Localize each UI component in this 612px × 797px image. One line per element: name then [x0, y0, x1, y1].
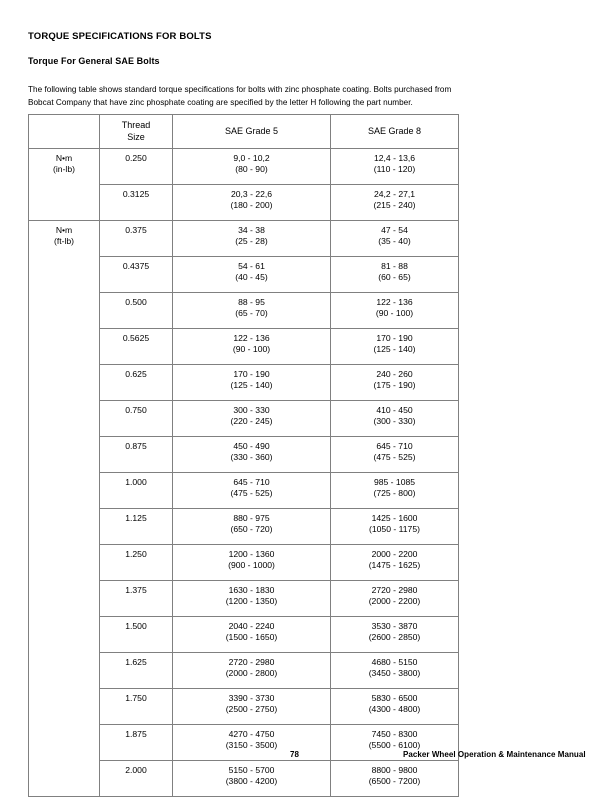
grade-8-primary-value: 985 - 1085 — [373, 477, 416, 487]
grade-8-torque-cell — [331, 545, 459, 581]
grade-5-torque-cell — [173, 257, 331, 293]
thread-size-cell: 0.625 — [100, 365, 173, 401]
grade-8-torque-cell — [331, 761, 459, 797]
grade-5-primary-value: 645 - 710 — [233, 477, 270, 487]
grade-8-secondary-value: (3450 - 3800) — [368, 668, 421, 679]
page-footer — [28, 750, 588, 764]
grade-5-primary-value: 9,0 - 10,2 — [233, 153, 270, 163]
grade-5-secondary-value: (80 - 90) — [235, 164, 268, 175]
grade-8-secondary-value: (175 - 190) — [373, 380, 416, 391]
grade-8-secondary-value: (60 - 65) — [378, 272, 411, 283]
grade-8-primary-value: 170 - 190 — [376, 333, 413, 343]
grade-8-primary-value: 122 - 136 — [376, 297, 413, 307]
grade-5-secondary-value: (220 - 245) — [230, 416, 273, 427]
grade-5-torque-cell — [173, 293, 331, 329]
grade-5-primary-value: 3390 - 3730 — [228, 693, 275, 703]
section-title: Torque For General SAE Bolts — [28, 56, 160, 66]
grade-8-torque-cell — [331, 509, 459, 545]
grade-8-secondary-value: (475 - 525) — [373, 452, 416, 463]
grade-8-torque-cell — [331, 437, 459, 473]
thread-size-cell: 1.000 — [100, 473, 173, 509]
grade-5-torque-cell — [173, 437, 331, 473]
grade-5-secondary-value: (330 - 360) — [230, 452, 273, 463]
grade-5-primary-value: 2040 - 2240 — [228, 621, 275, 631]
grade-8-primary-value: 2720 - 2980 — [371, 585, 418, 595]
thread-size-cell: 2.000 — [100, 761, 173, 797]
thread-size-cell: 1.250 — [100, 545, 173, 581]
grade-8-torque-cell — [331, 617, 459, 653]
grade-5-primary-value: 4270 - 4750 — [228, 729, 275, 739]
grade-8-secondary-value: (4300 - 4800) — [368, 704, 421, 715]
grade-8-secondary-value: (2000 - 2200) — [368, 596, 421, 607]
thread-size-cell: 0.3125 — [100, 185, 173, 221]
table-row — [29, 221, 459, 257]
grade-5-secondary-value: (1200 - 1350) — [225, 596, 278, 607]
grade-8-primary-value: 4680 - 5150 — [371, 657, 418, 667]
grade-5-secondary-value: (1500 - 1650) — [225, 632, 278, 643]
grade-8-primary-value: 47 - 54 — [381, 225, 408, 235]
grade-8-primary-value: 3530 - 3870 — [371, 621, 418, 631]
grade-5-secondary-value: (3800 - 4200) — [225, 776, 278, 787]
thread-size-cell: 0.5625 — [100, 329, 173, 365]
table-body — [29, 149, 459, 797]
grade-5-secondary-value: (2500 - 2750) — [225, 704, 278, 715]
intro-line-1: The following table shows standard torque specifications for bolts with zinc phosphate coating. Bolts purchased from — [28, 85, 452, 94]
grade-5-torque-cell — [173, 365, 331, 401]
grade-5-primary-value: 20,3 - 22,6 — [230, 189, 273, 199]
grade-8-primary-value: 5830 - 6500 — [371, 693, 418, 703]
table-header-row — [29, 115, 459, 149]
grade-5-torque-cell — [173, 653, 331, 689]
grade-8-torque-cell — [331, 653, 459, 689]
grade-5-torque-cell — [173, 185, 331, 221]
grade-5-torque-cell — [173, 581, 331, 617]
grade-8-secondary-value: (90 - 100) — [375, 308, 414, 319]
grade-5-primary-value: 450 - 490 — [233, 441, 270, 451]
thread-size-cell: 0.4375 — [100, 257, 173, 293]
grade-8-torque-cell — [331, 401, 459, 437]
grade-5-secondary-value: (475 - 525) — [230, 488, 273, 499]
thread-size-cell: 1.875 — [100, 725, 173, 761]
unit-group-label-line1: N•m — [55, 153, 73, 163]
torque-specifications-table — [28, 114, 459, 797]
unit-group-cell — [29, 221, 100, 797]
header-thread-size — [100, 115, 173, 149]
grade-8-torque-cell — [331, 293, 459, 329]
table-row — [29, 149, 459, 185]
unit-group-label-line2: (in-lb) — [53, 164, 75, 175]
grade-8-secondary-value: (725 - 800) — [373, 488, 416, 499]
grade-5-torque-cell — [173, 509, 331, 545]
grade-5-primary-value: 170 - 190 — [233, 369, 270, 379]
grade-8-primary-value: 2000 - 2200 — [371, 549, 418, 559]
thread-size-cell: 0.500 — [100, 293, 173, 329]
grade-5-torque-cell — [173, 329, 331, 365]
thread-size-cell: 1.375 — [100, 581, 173, 617]
thread-size-cell: 0.250 — [100, 149, 173, 185]
grade-5-secondary-value: (65 - 70) — [235, 308, 268, 319]
grade-5-secondary-value: (650 - 720) — [230, 524, 273, 535]
grade-5-torque-cell — [173, 689, 331, 725]
grade-5-secondary-value: (25 - 28) — [235, 236, 268, 247]
grade-8-torque-cell — [331, 473, 459, 509]
grade-5-primary-value: 1630 - 1830 — [228, 585, 275, 595]
grade-8-torque-cell — [331, 185, 459, 221]
grade-5-primary-value: 300 - 330 — [233, 405, 270, 415]
grade-5-torque-cell — [173, 761, 331, 797]
header-thread-size-line1: Thread — [121, 120, 151, 131]
grade-5-primary-value: 5150 - 5700 — [228, 765, 275, 775]
grade-8-secondary-value: (110 - 120) — [373, 164, 416, 175]
grade-8-torque-cell — [331, 365, 459, 401]
grade-8-secondary-value: (1475 - 1625) — [368, 560, 421, 571]
grade-5-torque-cell — [173, 617, 331, 653]
grade-5-torque-cell — [173, 473, 331, 509]
footer-manual-title: Packer Wheel Operation & Maintenance Manual — [403, 750, 586, 759]
unit-group-cell — [29, 149, 100, 221]
page-title: TORQUE SPECIFICATIONS FOR BOLTS — [28, 31, 212, 42]
intro-line-2: Bobcat Company that have zinc phosphate coating are specified by the letter H following the part number. — [28, 97, 413, 107]
thread-size-cell: 0.750 — [100, 401, 173, 437]
grade-5-secondary-value: (90 - 100) — [232, 344, 271, 355]
grade-8-primary-value: 8800 - 9800 — [371, 765, 418, 775]
page-number: 78 — [290, 750, 299, 759]
header-sae-grade-8: SAE Grade 8 — [331, 115, 459, 149]
header-thread-size-line2: Size — [127, 131, 145, 142]
grade-8-torque-cell — [331, 689, 459, 725]
grade-8-secondary-value: (1050 - 1175) — [369, 524, 420, 535]
thread-size-cell: 1.500 — [100, 617, 173, 653]
grade-5-primary-value: 34 - 38 — [238, 225, 265, 235]
grade-8-torque-cell — [331, 257, 459, 293]
grade-8-torque-cell — [331, 581, 459, 617]
grade-5-torque-cell — [173, 401, 331, 437]
grade-8-secondary-value: (2600 - 2850) — [368, 632, 421, 643]
grade-8-torque-cell — [331, 329, 459, 365]
grade-5-torque-cell — [173, 221, 331, 257]
grade-5-secondary-value: (180 - 200) — [230, 200, 273, 211]
grade-8-torque-cell — [331, 221, 459, 257]
grade-8-primary-value: 240 - 260 — [376, 369, 413, 379]
grade-8-torque-cell — [331, 149, 459, 185]
grade-5-torque-cell — [173, 149, 331, 185]
thread-size-cell: 1.625 — [100, 653, 173, 689]
grade-5-secondary-value: (2000 - 2800) — [225, 668, 278, 679]
grade-8-secondary-value: (6500 - 7200) — [368, 776, 421, 787]
grade-8-secondary-value: (300 - 330) — [373, 416, 416, 427]
grade-5-secondary-value: (900 - 1000) — [228, 560, 275, 571]
intro-paragraph — [28, 84, 588, 109]
grade-5-primary-value: 54 - 61 — [238, 261, 265, 271]
grade-8-primary-value: 645 - 710 — [376, 441, 413, 451]
grade-8-secondary-value: (215 - 240) — [373, 200, 416, 211]
thread-size-cell: 0.875 — [100, 437, 173, 473]
grade-5-secondary-value: (3150 - 3500) — [225, 740, 278, 751]
grade-5-primary-value: 1200 - 1360 — [228, 549, 275, 559]
grade-5-secondary-value: (125 - 140) — [230, 380, 273, 391]
grade-5-primary-value: 2720 - 2980 — [228, 657, 275, 667]
unit-group-label-line1: N•m — [55, 225, 73, 235]
grade-8-primary-value: 12,4 - 13,6 — [373, 153, 416, 163]
thread-size-cell: 1.750 — [100, 689, 173, 725]
grade-5-primary-value: 88 - 95 — [238, 297, 265, 307]
grade-5-primary-value: 880 - 975 — [233, 513, 270, 523]
unit-group-label-line2: (ft-lb) — [53, 236, 75, 247]
grade-8-secondary-value: (35 - 40) — [378, 236, 411, 247]
grade-8-primary-value: 410 - 450 — [376, 405, 413, 415]
grade-5-secondary-value: (40 - 45) — [235, 272, 268, 283]
header-unit-column — [29, 115, 100, 149]
grade-8-primary-value: 7450 - 8300 — [371, 729, 418, 739]
grade-8-secondary-value: (125 - 140) — [373, 344, 416, 355]
thread-size-cell: 1.125 — [100, 509, 173, 545]
grade-5-primary-value: 122 - 136 — [233, 333, 270, 343]
thread-size-cell: 0.375 — [100, 221, 173, 257]
grade-8-primary-value: 1425 - 1600 — [371, 513, 418, 523]
header-sae-grade-5: SAE Grade 5 — [173, 115, 331, 149]
grade-8-primary-value: 24,2 - 27,1 — [373, 189, 416, 199]
grade-8-secondary-value: (5500 - 6100) — [368, 740, 421, 751]
grade-8-primary-value: 81 - 88 — [381, 261, 408, 271]
grade-5-torque-cell — [173, 545, 331, 581]
